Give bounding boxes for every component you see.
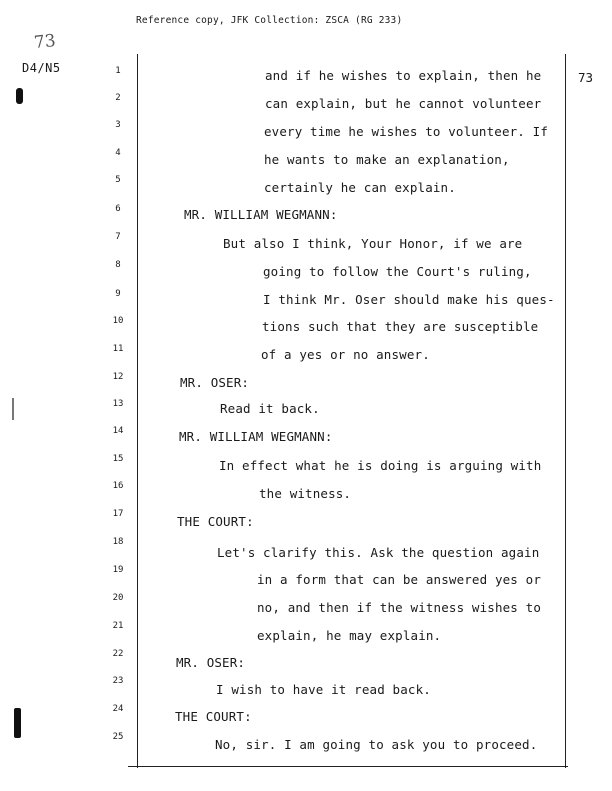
line-number: 18 [112,537,124,547]
speaker-label: MR. WILLIAM WEGMANN: [179,429,333,444]
line-number: 23 [112,676,124,686]
line-number: 1 [115,66,121,76]
speaker-label: THE COURT: [177,514,254,529]
line-number: 12 [112,372,124,382]
testimony-line: explain, he may explain. [257,628,442,643]
handwritten-page-number: 73 [33,30,57,54]
testimony-line: going to follow the Court's ruling, [263,264,532,279]
testimony-line: can explain, but he cannot volunteer [265,96,542,111]
speaker-label: MR. OSER: [176,655,246,670]
testimony-line: But also I think, Your Honor, if we are [223,236,523,251]
line-number: 5 [115,175,121,185]
speaker-label: MR. OSER: [180,375,250,390]
line-number: 14 [112,426,124,436]
testimony-line: Read it back. [220,401,320,416]
testimony-line: Let's clarify this. Ask the question again [217,545,540,560]
testimony-line: of a yes or no answer. [261,347,430,362]
testimony-line: tions such that they are susceptible [262,319,539,334]
document-code: D4/N5 [22,61,61,75]
testimony-line: every time he wishes to volunteer. If [264,124,548,139]
bottom-rule [128,766,568,767]
testimony-line: I wish to have it read back. [216,682,431,697]
line-number: 13 [112,399,124,409]
testimony-line: the witness. [259,486,352,501]
right-margin-rule [565,54,566,768]
testimony-line: No, sir. I am going to ask you to proceed. [215,737,538,752]
testimony-line: I think Mr. Oser should make his ques- [263,292,555,307]
line-number: 3 [115,120,121,130]
line-number: 22 [112,649,124,659]
line-number: 19 [112,565,124,575]
reference-header: Reference copy, JFK Collection: ZSCA (RG 233) [136,15,403,26]
line-number: 16 [112,481,124,491]
line-number: 8 [115,260,121,270]
line-number: 7 [115,232,121,242]
testimony-line: and if he wishes to explain, then he [265,68,542,83]
line-number: 10 [112,316,124,326]
testimony-line: in a form that can be answered yes or [257,572,541,587]
page-number: 73 [578,70,594,85]
speaker-label: MR. WILLIAM WEGMANN: [184,207,338,222]
scan-mark-side [12,398,14,420]
scan-mark-bottom [14,708,21,738]
line-number: 6 [115,204,121,214]
line-number: 15 [112,454,124,464]
left-margin-rule [137,54,138,768]
line-number: 4 [115,148,121,158]
line-number: 24 [112,704,124,714]
line-number: 11 [112,344,124,354]
line-number: 9 [115,289,121,299]
testimony-line: In effect what he is doing is arguing with [219,458,542,473]
scan-mark-top [16,88,23,104]
line-number: 20 [112,593,124,603]
line-number: 17 [112,509,124,519]
testimony-line: he wants to make an explanation, [264,152,510,167]
line-number: 21 [112,621,124,631]
speaker-label: THE COURT: [175,709,252,724]
line-number: 2 [115,93,121,103]
testimony-line: certainly he can explain. [264,180,456,195]
testimony-line: no, and then if the witness wishes to [257,600,541,615]
line-number: 25 [112,732,124,742]
